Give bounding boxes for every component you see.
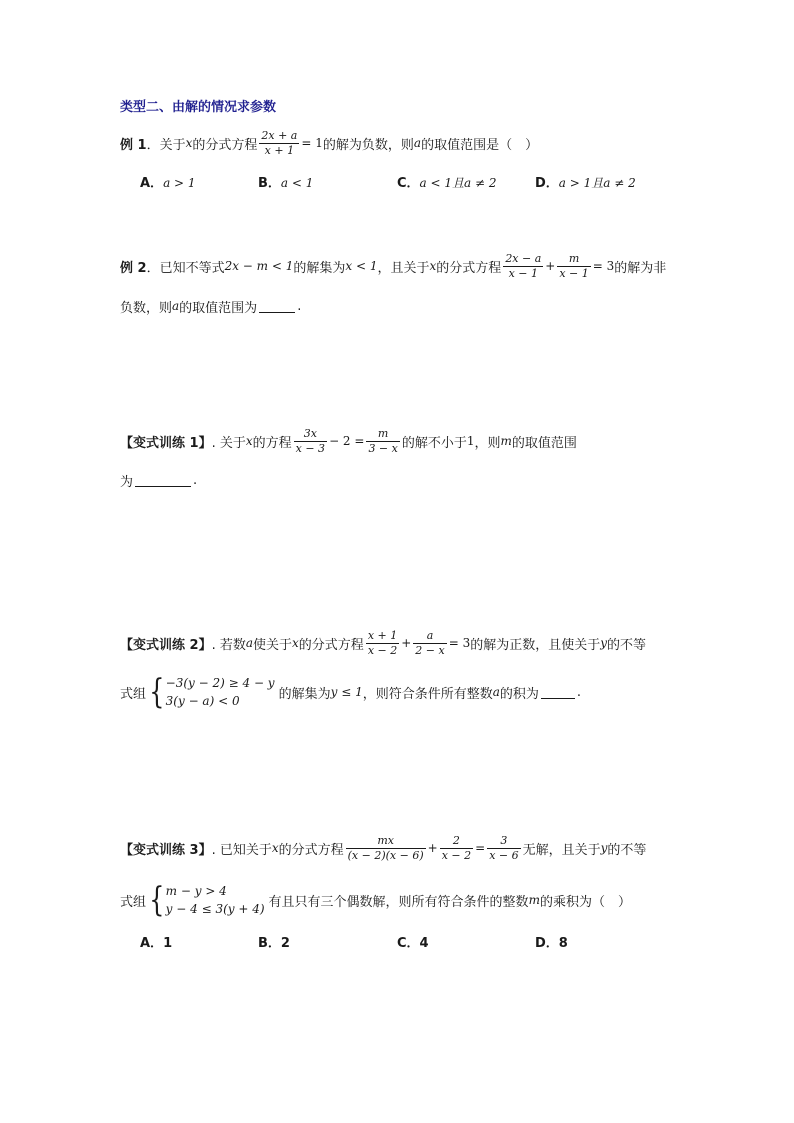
text: 无解，且关于 (522, 842, 601, 858)
text: 的积为 (499, 686, 539, 702)
system-lines (166, 882, 265, 918)
fraction-denominator: x − 2 (441, 848, 472, 862)
var-a: a (245, 636, 253, 650)
variant-3-label: 【变式训练 3】 (120, 842, 212, 858)
fraction-numerator: 2x − a (505, 251, 542, 265)
option-text: 8 (558, 936, 568, 951)
variant-2-question (120, 626, 646, 660)
option-a[interactable] (140, 932, 172, 951)
var-x: x (429, 259, 437, 273)
inequality: 2x − m < 1 (224, 259, 294, 273)
option-letter: B． (258, 176, 281, 191)
text: 的分式方程 (436, 260, 502, 276)
option-d[interactable] (535, 932, 568, 951)
text: . (193, 472, 198, 488)
system-lines (166, 674, 275, 710)
fraction-denominator: 3 − x (368, 441, 398, 455)
solution-set: x < 1 (345, 259, 378, 273)
text: 的取值范围 (511, 435, 577, 451)
var-x: x (245, 434, 253, 448)
fraction (413, 629, 446, 658)
fraction-numerator: a (426, 628, 434, 642)
text: ，且关于 (377, 260, 430, 276)
equals-three: = 3 (448, 636, 471, 650)
var-a: a (172, 299, 180, 313)
fraction-denominator: x − 1 (508, 266, 539, 280)
option-text: 2 (280, 936, 290, 951)
option-b[interactable] (258, 932, 290, 951)
fraction-denominator: x − 2 (367, 643, 398, 657)
option-letter: D． (535, 176, 559, 191)
text: 的分式方程 (298, 637, 364, 653)
variant-1-line-2 (120, 470, 197, 490)
fraction (503, 252, 543, 281)
equals-sign: = (475, 841, 486, 855)
option-text: a > 1 (163, 176, 196, 190)
text: 的取值范围为 (179, 300, 258, 316)
fraction (440, 834, 473, 863)
text: 有且只有三个偶数解，则所有符合条件的整数 (268, 894, 529, 910)
text: ，则符合条件所有整数 (362, 686, 493, 702)
option-c[interactable] (397, 172, 497, 191)
text: 的不等 (607, 842, 647, 858)
answer-blank[interactable] (541, 686, 575, 699)
fraction-denominator: x − 3 (295, 441, 326, 455)
text: . 关于 (211, 435, 246, 451)
text: 使关于 (253, 637, 293, 653)
system-line-2: 3(y − a) < 0 (165, 694, 240, 708)
fraction-numerator: 2 (452, 833, 460, 847)
option-letter: C． (397, 176, 420, 191)
text: ，则 (474, 435, 501, 451)
variant-1-question (120, 424, 577, 458)
fraction (557, 252, 590, 281)
fraction-numerator: mx (377, 833, 394, 847)
text: 的解集为 (278, 686, 331, 702)
fraction-numerator: 3x (303, 426, 317, 440)
variant-2-line-2 (120, 672, 581, 712)
text: 为 (120, 474, 134, 490)
text: 的取值范围是（ ） (421, 137, 539, 153)
minus-two-equals: − 2 = (329, 434, 365, 448)
fraction (346, 834, 426, 863)
system-line-1: −3(y − 2) ≥ 4 − y (165, 676, 275, 690)
text: 的方程 (252, 435, 292, 451)
example-2-line-2 (120, 296, 301, 316)
option-d[interactable] (535, 172, 636, 191)
option-letter: A． (140, 176, 164, 191)
fraction (366, 427, 399, 456)
variant-1-label: 【变式训练 1】 (120, 435, 212, 451)
option-letter: B． (258, 936, 281, 951)
fraction-denominator: x − 1 (559, 266, 589, 280)
variant-2-label: 【变式训练 2】 (120, 637, 212, 653)
var-x: x (185, 136, 193, 150)
fraction-denominator: (x − 2)(x − 6) (347, 848, 424, 862)
example-1-question (120, 130, 538, 156)
option-letter: A． (140, 936, 164, 951)
option-text: a < 1且a ≠ 2 (419, 176, 497, 190)
option-b[interactable] (258, 172, 313, 191)
text: ．已知不等式 (146, 260, 225, 276)
fraction-numerator: x + 1 (367, 628, 398, 642)
option-a[interactable] (140, 172, 196, 191)
text: 式组 (120, 894, 147, 910)
text: 的解为非 (614, 260, 667, 276)
var-m: m (500, 434, 512, 448)
fraction (487, 834, 520, 863)
option-letter: D． (535, 936, 559, 951)
var-y: y (600, 841, 608, 855)
var-a: a (413, 136, 422, 150)
fraction-denominator: x − 6 (489, 848, 519, 862)
example-2-question (120, 250, 666, 282)
text: 的不等 (607, 637, 647, 653)
equals-three: = 3 (592, 259, 615, 273)
left-brace: { (149, 880, 165, 920)
text: 的解不小于 (401, 435, 467, 451)
text: 式组 (120, 686, 147, 702)
text: . 已知关于 (211, 842, 272, 858)
inequality-system (146, 882, 265, 918)
section-title: 类型二、由解的情况求参数 (120, 100, 277, 115)
text: 的解为负数，则 (322, 137, 414, 153)
solution-set: y ≤ 1 (330, 685, 363, 699)
option-text: a > 1且a ≠ 2 (558, 176, 636, 190)
system-line-2: y − 4 ≤ 3(y + 4) (165, 902, 265, 916)
equals-one: = 1 (301, 136, 323, 150)
plus-sign: + (401, 636, 412, 650)
number: 1 (466, 434, 475, 448)
fraction-numerator: m (568, 251, 580, 265)
plus-sign: + (427, 841, 438, 855)
text: . (297, 298, 302, 314)
text: 负数，则 (120, 300, 173, 316)
inequality-system (146, 674, 275, 710)
system-line-1: m − y > 4 (165, 884, 227, 898)
var-m: m (528, 893, 540, 907)
var-y: y (600, 636, 608, 650)
fraction-numerator: 2x + a (261, 128, 298, 142)
fraction (294, 427, 327, 456)
fraction (259, 129, 299, 158)
text: . (576, 684, 582, 700)
example-2-label: 例 2 (120, 260, 147, 276)
fraction-numerator: m (377, 426, 389, 440)
var-x: x (292, 636, 299, 650)
option-text: 4 (419, 936, 429, 951)
fraction (366, 629, 399, 658)
option-letter: C． (397, 936, 420, 951)
text: 的解集为 (293, 260, 346, 276)
text: 的分式方程 (278, 842, 344, 858)
var-x: x (271, 841, 279, 855)
option-text: a < 1 (280, 176, 314, 190)
fraction-denominator: x + 1 (264, 143, 295, 157)
variant-3-question (120, 831, 646, 865)
fraction-denominator: 2 − x (415, 643, 445, 657)
option-text: 1 (163, 936, 173, 951)
text: 的解为正数，且使关于 (470, 637, 601, 653)
var-a: a (492, 685, 500, 699)
fraction-numerator: 3 (500, 833, 508, 847)
text: 的分式方程 (192, 137, 258, 153)
variant-3-line-2 (120, 880, 631, 920)
left-brace: { (149, 672, 165, 712)
answer-blank[interactable] (135, 474, 191, 487)
text: ．关于 (146, 137, 186, 153)
option-c[interactable] (397, 932, 429, 951)
text: . 若数 (211, 637, 246, 653)
text: 的乘积为（ ） (539, 894, 631, 910)
example-1-label: 例 1 (120, 137, 147, 153)
plus-sign: + (545, 259, 556, 273)
answer-blank[interactable] (259, 300, 295, 313)
